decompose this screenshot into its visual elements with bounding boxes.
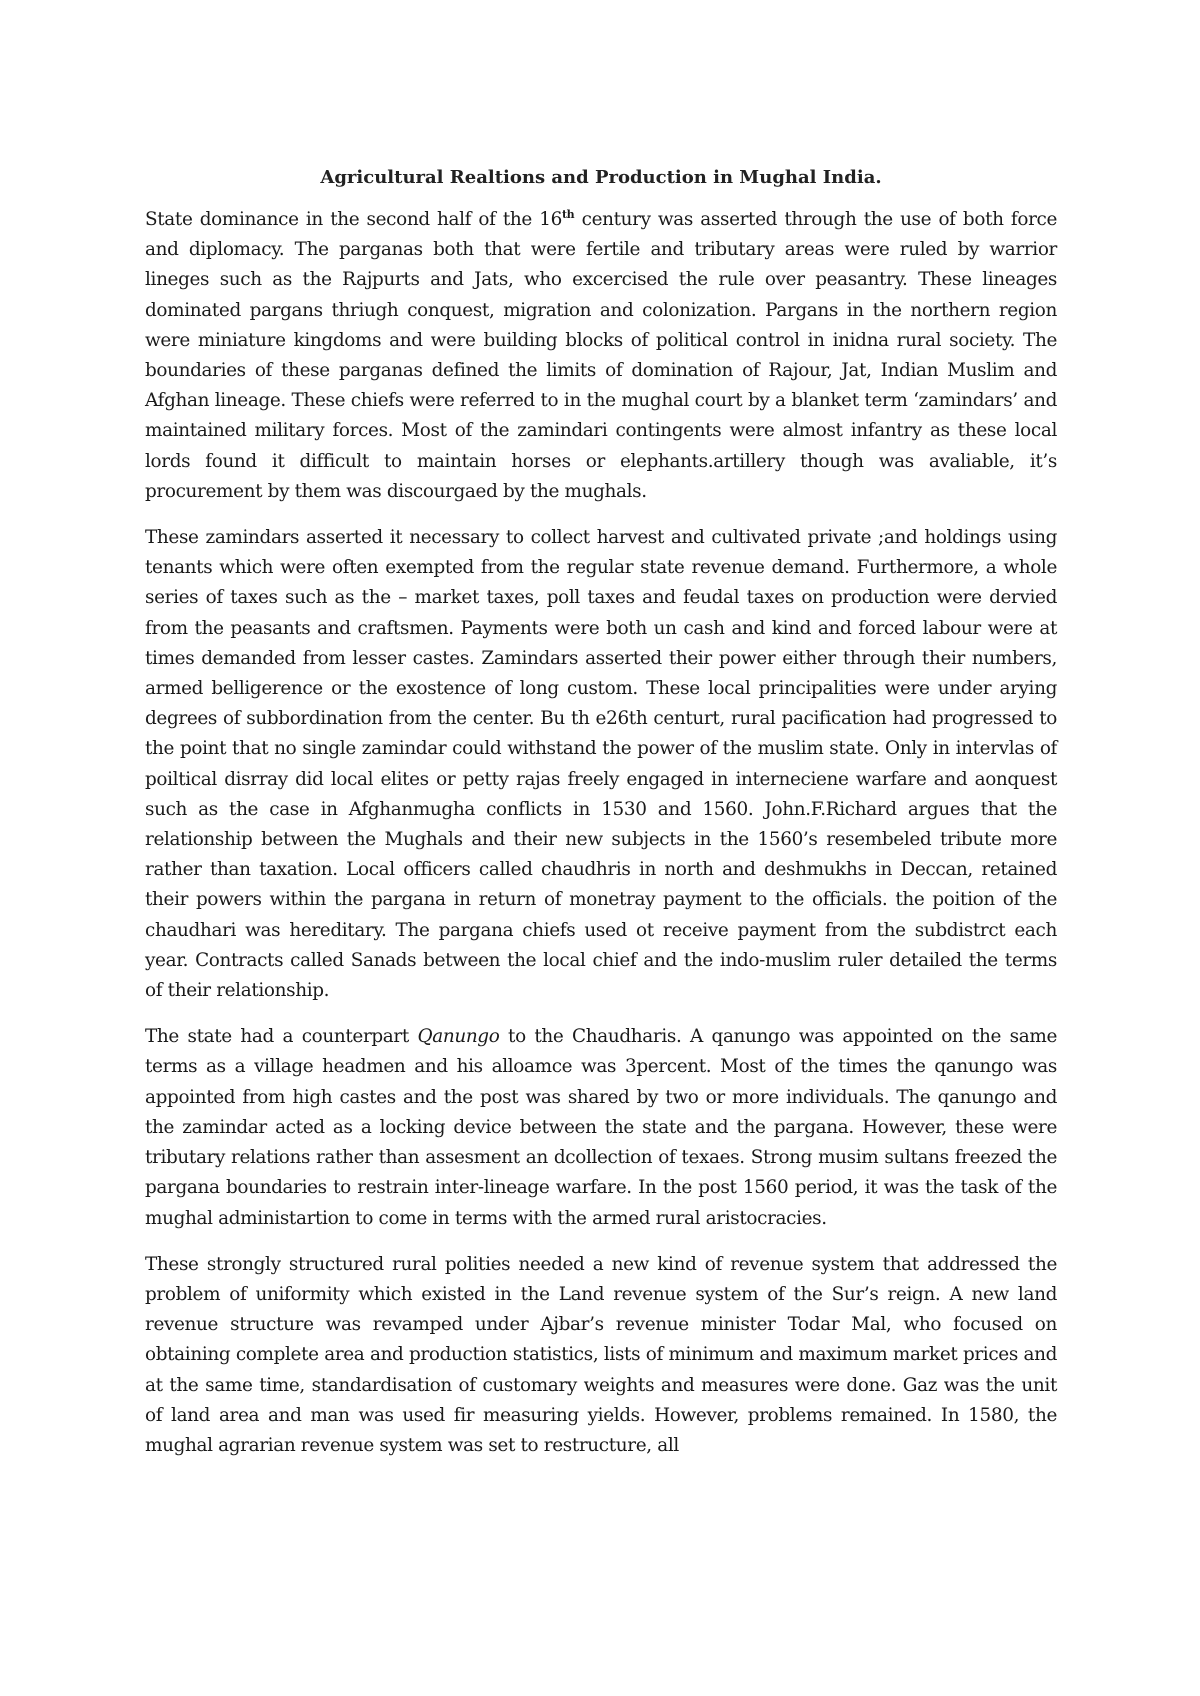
superscript-th: th [561, 208, 575, 221]
paragraph-1-text-start: State dominance in the second half of the 16 [145, 209, 562, 230]
document-title: Agricultural Realtions and Production in Mughal India. [320, 167, 882, 188]
paragraph-3-text-rest: to the Chaudharis. A qanungo was appointed on the same terms as a village headmen and his alloamce was 3percent. Most of the times the qanungo was appointed from high castes and the post was shared by two or more individuals. The qanungo and the zamindar acted as a locking device between the state and the pargana. However, these were tributary relations rather than assesment an dcollection of texaes. Strong musim sultans freezed the pargana boundaries to restrain inter-lineage warfare. In the post 1560 period, it was the task of the mughal administartion to come in terms with the armed rural aristocracies. [145, 1026, 1057, 1229]
paragraph-3-text-start: The state had a counterpart [145, 1026, 418, 1048]
paragraph-1 [145, 205, 1057, 507]
paragraph-1-text-rest: century was asserted through the use of both force and diplomacy. The parganas both that were fertile and tributary areas were ruled by warrior lineges such as the Rajpurts and Jats, who excercised the rule over peasantry. These lineages dominated pargans thriugh conquest, migration and colonization. Pargans in the northern region were miniature kingdoms and were building blocks of political control in inidna rural society. The boundaries of these parganas defined the limits of domination of Rajour, Jat, Indian Muslim and Afghan lineage. These chiefs were referred to in the mughal court by a blanket term ‘zamindars’ and maintained military forces. Most of the zamindari contingents were almost infantry as these local lords found it difficult to maintain horses or elephants.artillery though was avaliable, it’s procurement by them was discourgaed by the mughals. [145, 209, 1057, 502]
paragraph-2: These zamindars asserted it necessary to collect harvest and cultivated private ;and holdings using tenants which were often exempted from the regular state revenue demand. Furthermore, a whole series of taxes such as the – market taxes, poll taxes and feudal taxes on production were dervied from the peasants and craftsmen. Payments were both un cash and kind and forced labour were at times demanded from lesser castes. Zamindars asserted their power either through their numbers, armed belligerence or the exostence of long custom. These local principalities were under arying degrees of subbordination from the center. Bu th e26th centurt, rural pacification had progressed to the point that no single zamindar could withstand the power of the muslim state. Only in intervlas of poiltical disrray did local elites or petty rajas freely engaged in interneciene warfare and aonquest such as the case in Afghanmugha conflicts in 1530 and 1560. John.F.Richard argues that the relationship between the Mughals and their new subjects in the 1560’s resembeled tribute more rather than taxation. Local officers called chaudhris in north and deshmukhs in Deccan, retained their powers within the pargana in return of monetray payment to the officials. the poition of the chaudhari was hereditary. The pargana chiefs used ot receive payment from the subdistrct each year. Contracts called Sanads between the local chief and the indo-muslim ruler detailed the terms of their relationship. [145, 527, 1057, 1002]
qanungo-italic: Qanungo [417, 1026, 500, 1048]
paragraph-3 [145, 1022, 1057, 1233]
document-page [145, 165, 1057, 1477]
paragraph-4: These strongly structured rural polities needed a new kind of revenue system that addressed the problem of uniformity which existed in the Land revenue system of the Sur’s reign. A new land revenue structure was revamped under Ajbar’s revenue minister Todar Mal, who focused on obtaining complete area and production statistics, lists of minimum and maximum market prices and at the same time, standardisation of customary weights and measures were done. Gaz was the unit of land area and man was used fir measuring yields. However, problems remained. In 1580, the mughal agrarian revenue system was set to restructure, all [145, 1253, 1057, 1456]
